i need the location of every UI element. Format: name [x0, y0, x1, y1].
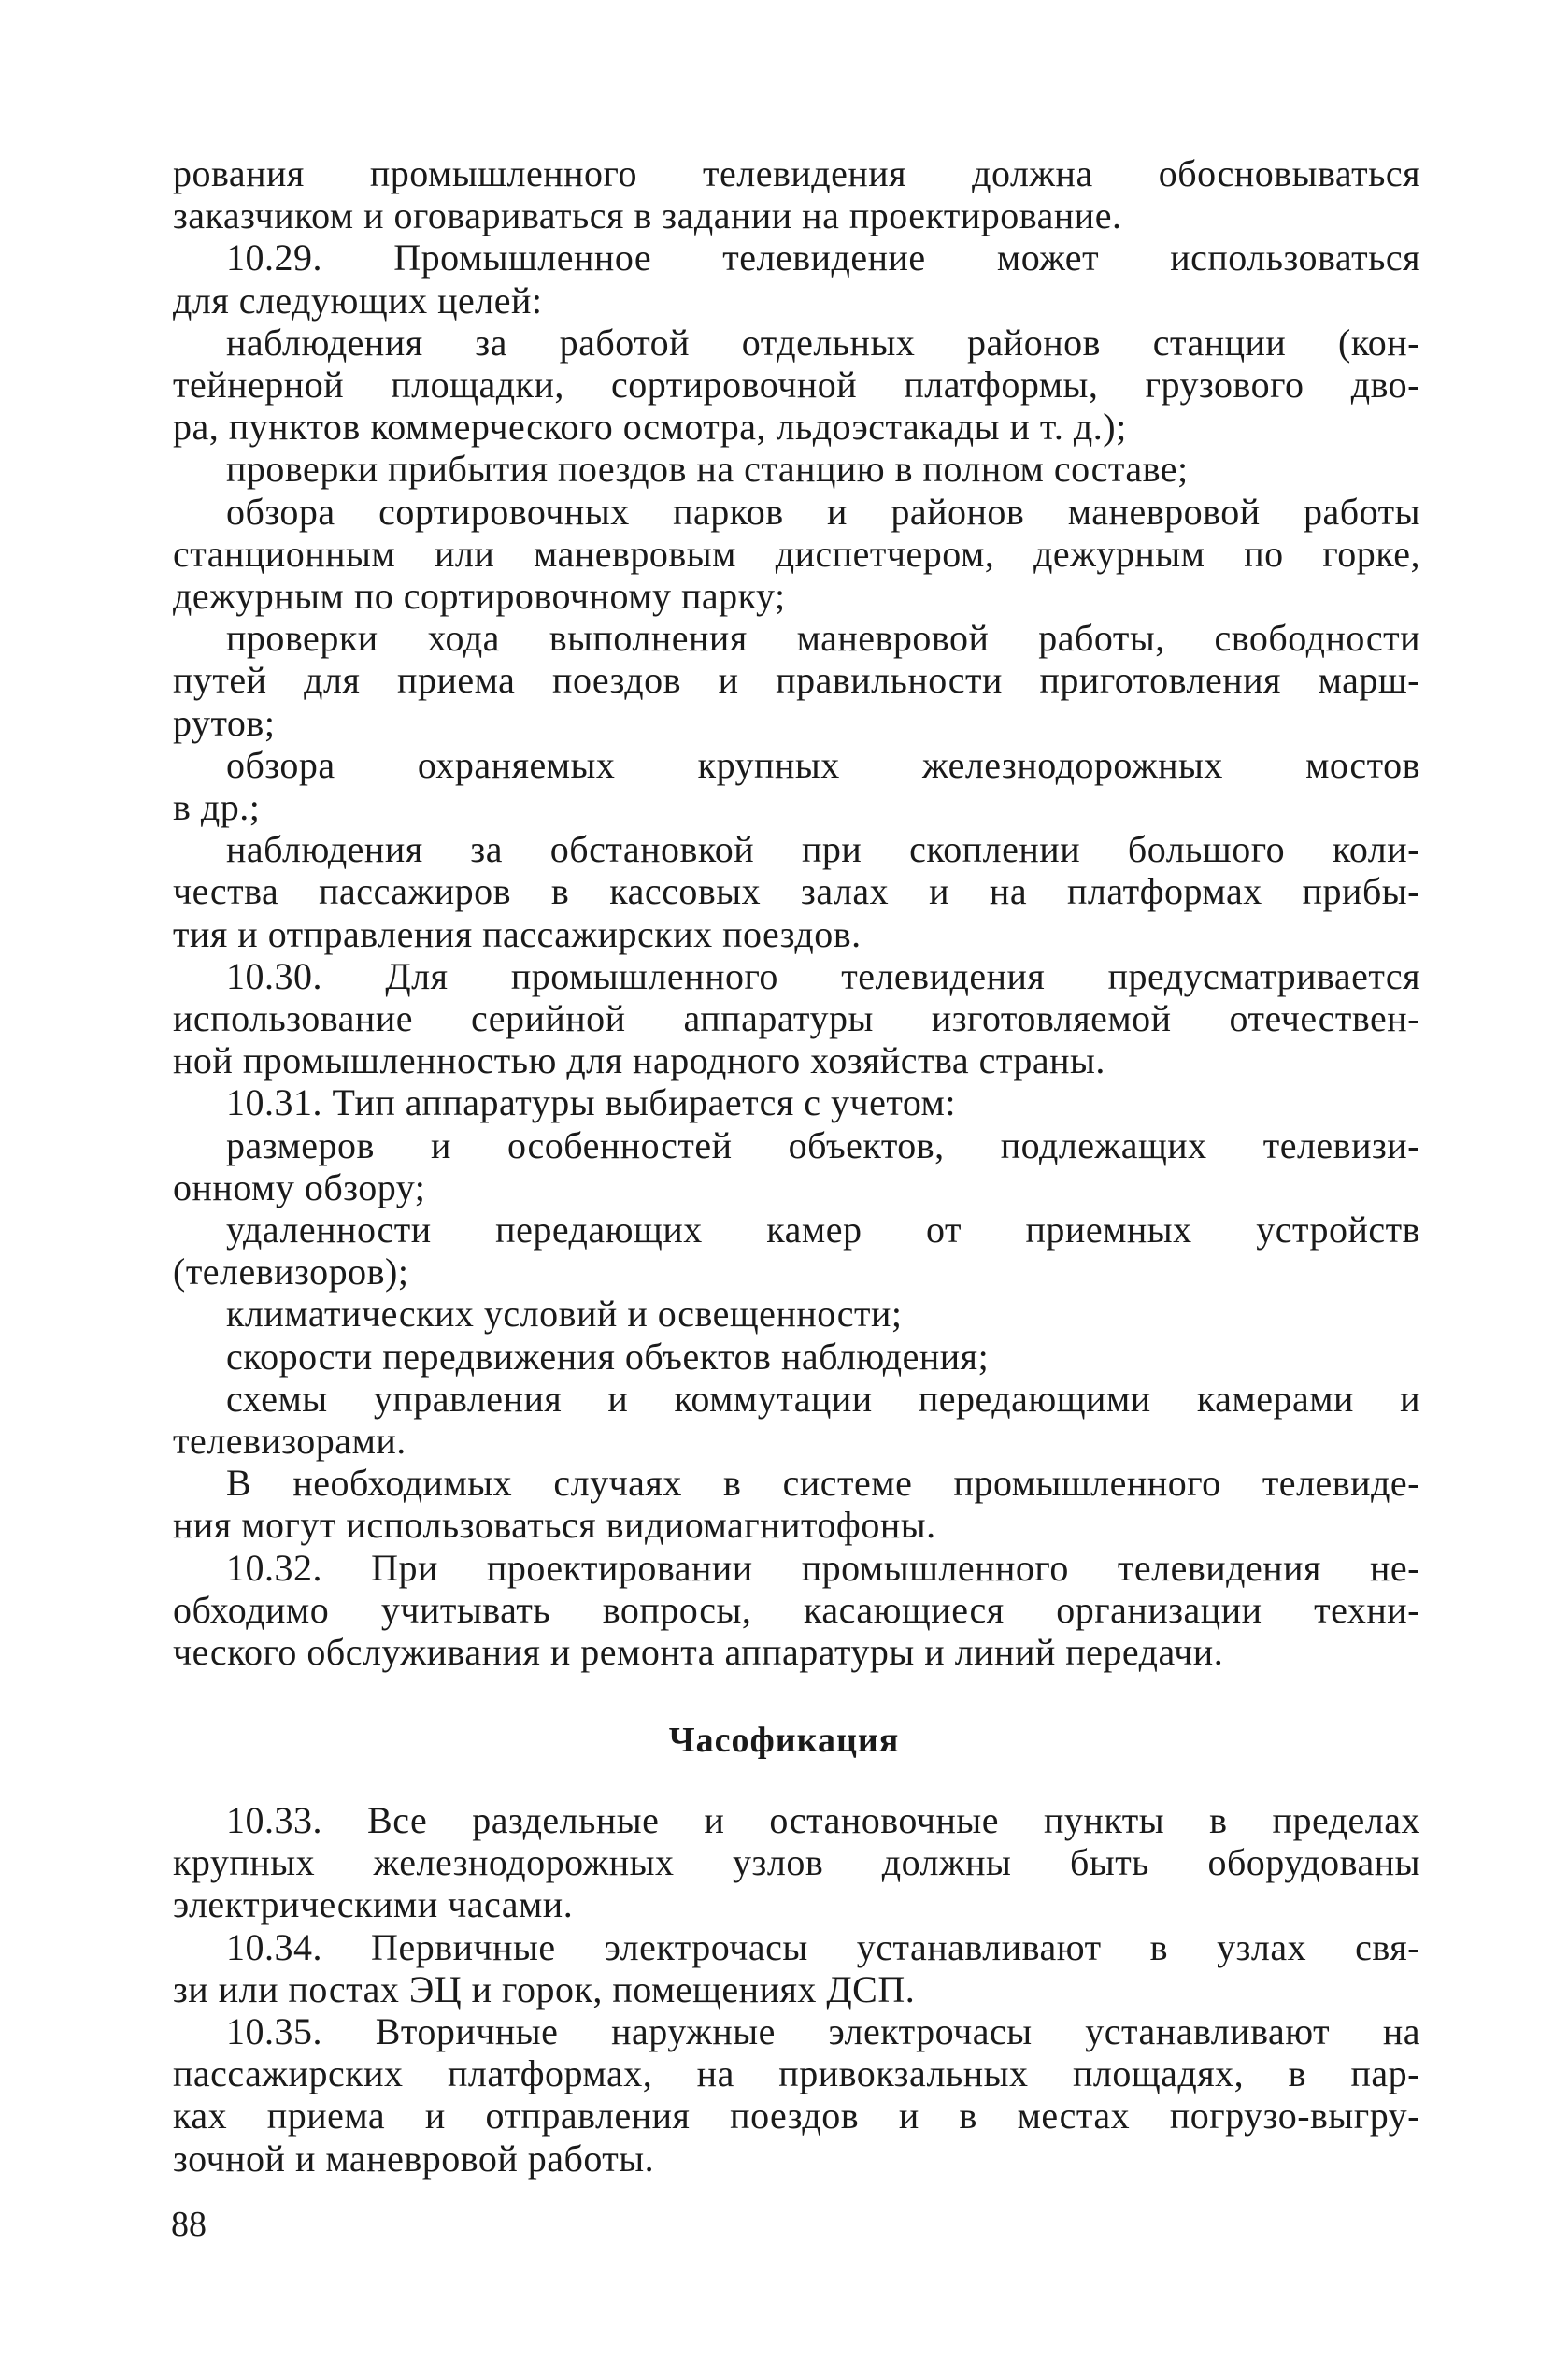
- text-line: зочной и маневровой работы.: [173, 2137, 655, 2180]
- text-line: 10.29. Промышленное телевидение может использоваться: [226, 236, 1420, 279]
- text-line: 10.30. Для промышленного телевидения предусматривается: [226, 954, 1420, 997]
- text-line: ния могут использоваться видиомагнитофоны.: [173, 1504, 936, 1547]
- text-line: 10.31. Тип аппаратуры выбирается с учетом:: [226, 1081, 956, 1124]
- text-line: ческого обслуживания и ремонта аппаратуры и линий передачи.: [173, 1631, 1224, 1673]
- text-line: обзора охраняемых крупных железнодорожных мостов: [226, 743, 1420, 786]
- text-line: использование серийной аппаратуры изготовляемой отечествен-: [173, 997, 1420, 1039]
- text-line: размеров и особенностей объектов, подлежащих телевизи-: [226, 1123, 1420, 1166]
- text-line: тия и отправления пассажирских поездов.: [173, 912, 862, 955]
- text-line: В необходимых случаях в системе промышленного телевиде-: [226, 1462, 1420, 1505]
- text-line: проверки прибытия поездов на станцию в полном составе;: [226, 448, 1189, 491]
- text-line: 10.35. Вторичные наружные электрочасы устанавливают на: [226, 2010, 1420, 2052]
- text-line: телевизорами.: [173, 1420, 406, 1462]
- text-line: удаленности передающих камер от приемных устройств: [226, 1208, 1420, 1251]
- text-line: скорости передвижения объектов наблюдения;: [226, 1335, 990, 1378]
- text-line: дежурным по сортировочному парку;: [173, 575, 786, 617]
- text-line: ной промышленностью для народного хозяйства страны.: [173, 1039, 1105, 1082]
- text-line: пассажирских платформах, на привокзальных площадях, в пар-: [173, 2052, 1420, 2095]
- text-line: проверки хода выполнения маневровой работы, свободности: [226, 617, 1420, 660]
- text-line: наблюдения за обстановкой при скоплении большого коли-: [226, 828, 1420, 871]
- text-line: 10.32. При проектировании промышленного телевидения не-: [226, 1546, 1420, 1589]
- text-line: онному обзору;: [173, 1165, 426, 1208]
- text-line: (телевизоров);: [173, 1251, 409, 1294]
- text-line: обзора сортировочных парков и районов маневровой работы: [226, 490, 1420, 533]
- text-line: рования промышленного телевидения должна обосновываться: [173, 152, 1420, 194]
- text-line: крупных железнодорожных узлов должны быть оборудованы: [173, 1841, 1420, 1884]
- text-line: путей для приема поездов и правильности приготовления марш-: [173, 659, 1420, 702]
- text-line: ках приема и отправления поездов и в местах погрузо-выгру-: [173, 2094, 1420, 2137]
- page-number: 88: [171, 2205, 207, 2244]
- text-line: в др.;: [173, 786, 261, 828]
- text-line: заказчиком и оговариваться в задании на проектирование.: [173, 194, 1122, 237]
- text-line: ра, пунктов коммерческого осмотра, льдоэстакады и т. д.);: [173, 406, 1127, 449]
- text-line: электрическими часами.: [173, 1883, 574, 1926]
- text-line: чества пассажиров в кассовых залах и на платформах прибы-: [173, 870, 1420, 913]
- text-line: 10.33. Все раздельные и остановочные пункты в пределах: [226, 1799, 1420, 1841]
- text-line: наблюдения за работой отдельных районов станции (кон-: [226, 321, 1420, 364]
- text-line: обходимо учитывать вопросы, касающиеся организации техни-: [173, 1588, 1420, 1631]
- text-line: тейнерной площадки, сортировочной платформы, грузового дво-: [173, 364, 1420, 406]
- text-line: станционным или маневровым диспетчером, дежурным по горке,: [173, 532, 1420, 575]
- text-line: рутов;: [173, 701, 276, 744]
- text-line: схемы управления и коммутации передающими камерами и: [226, 1377, 1420, 1420]
- text-line: зи или постах ЭЦ и горок, помещениях ДСП.: [173, 1967, 916, 2010]
- text-line: для следующих целей:: [173, 279, 543, 322]
- section-heading: Часофикация: [668, 1721, 900, 1760]
- text-line: климатических условий и освещенности;: [226, 1293, 903, 1336]
- text-line: 10.34. Первичные электрочасы устанавливают в узлах свя-: [226, 1925, 1420, 1968]
